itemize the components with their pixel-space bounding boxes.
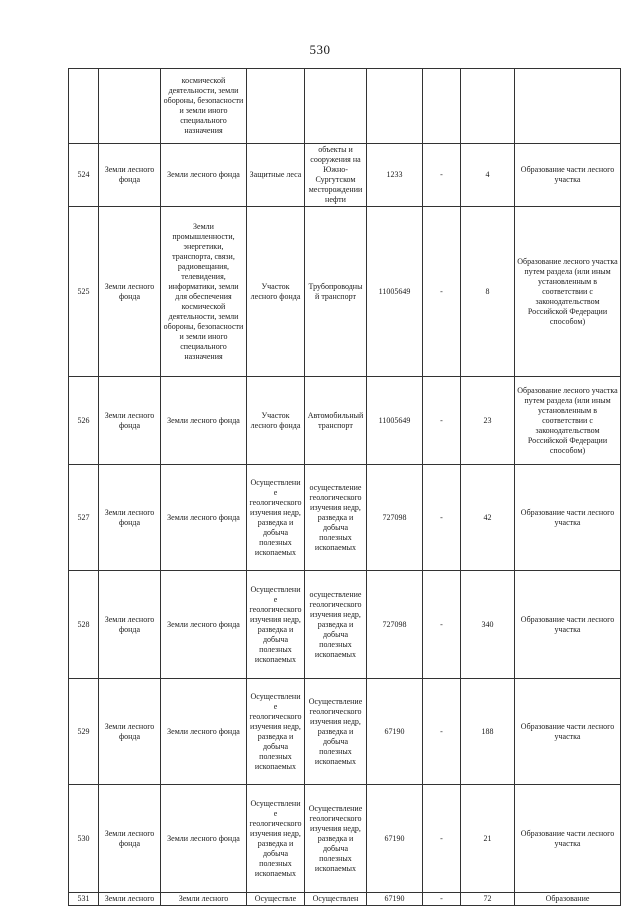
- table-row: [69, 465, 621, 571]
- cell-area: 4: [461, 144, 515, 207]
- cell-designation: Земли лесного: [161, 893, 247, 906]
- table-row: [69, 144, 621, 207]
- cell-purpose: Защитные леса: [247, 144, 305, 207]
- cell-purpose: Осуществление геологического изучения недр, разведка и добыча полезных ископаемых: [247, 785, 305, 893]
- cell-area: 42: [461, 465, 515, 571]
- table-row: [69, 207, 621, 377]
- cell-area: 340: [461, 571, 515, 679]
- table-row: [69, 571, 621, 679]
- cell-designation: Земли лесного фонда: [161, 679, 247, 785]
- table-row: [69, 785, 621, 893]
- cell-note: Образование лесного участка путем раздела (или иным установленным в соответствии с законодательством Российской Федерации способом): [515, 207, 621, 377]
- cell-category: Земли лесного фонда: [99, 679, 161, 785]
- cell-object: Осуществление геологического изучения недр, разведка и добыча полезных ископаемых: [305, 679, 367, 785]
- cell-note: Образование части лесного участка: [515, 571, 621, 679]
- cell-area: 21: [461, 785, 515, 893]
- cell-quarter: 1233: [367, 144, 423, 207]
- cell-quarter: 727098: [367, 571, 423, 679]
- cell-num: 524: [69, 144, 99, 207]
- table-row: [69, 679, 621, 785]
- table-row: [69, 893, 621, 906]
- cell-category: Земли лесного фонда: [99, 144, 161, 207]
- cell-quarter: 11005649: [367, 207, 423, 377]
- cell-purpose: Осуществление геологического изучения недр, разведка и добыча полезных ископаемых: [247, 571, 305, 679]
- table-row: [69, 377, 621, 465]
- cell-dash: [423, 69, 461, 144]
- cell-category: Земли лесного фонда: [99, 377, 161, 465]
- cell-note: [515, 69, 621, 144]
- cell-quarter: 67190: [367, 785, 423, 893]
- cell-dash: -: [423, 207, 461, 377]
- cell-note: Образование части лесного участка: [515, 679, 621, 785]
- cell-note: Образование части лесного участка: [515, 785, 621, 893]
- cell-object: Автомобильный транспорт: [305, 377, 367, 465]
- cell-designation: Земли лесного фонда: [161, 785, 247, 893]
- cell-purpose: Осуществление геологического изучения недр, разведка и добыча полезных ископаемых: [247, 465, 305, 571]
- cell-area: 188: [461, 679, 515, 785]
- cell-note: Образование части лесного участка: [515, 465, 621, 571]
- cell-category: [99, 69, 161, 144]
- cell-note: Образование части лесного участка: [515, 144, 621, 207]
- cell-designation: Земли промышленности, энергетики, транспорта, связи, радиовещания, телевидения, информатики, земли для обеспечения космической деятельности, земли обороны, безопасности и земли иного специального назначения: [161, 207, 247, 377]
- cell-note: Образование лесного участка путем раздела (или иным установленным в соответствии с законодательством Российской Федерации способом): [515, 377, 621, 465]
- cell-dash: -: [423, 785, 461, 893]
- cell-dash: -: [423, 679, 461, 785]
- cell-num: 530: [69, 785, 99, 893]
- cell-num: [69, 69, 99, 144]
- cell-purpose: [247, 69, 305, 144]
- table-row: [69, 69, 621, 144]
- cell-designation: космической деятельности, земли обороны, безопасности и земли иного специального назначения: [161, 69, 247, 144]
- cell-num: 527: [69, 465, 99, 571]
- cell-object: Осуществлен: [305, 893, 367, 906]
- cell-purpose: Участок лесного фонда: [247, 377, 305, 465]
- cell-purpose: Осуществление геологического изучения недр, разведка и добыча полезных ископаемых: [247, 679, 305, 785]
- cell-purpose: Участок лесного фонда: [247, 207, 305, 377]
- cell-category: Земли лесного фонда: [99, 465, 161, 571]
- cell-num: 529: [69, 679, 99, 785]
- cell-designation: Земли лесного фонда: [161, 377, 247, 465]
- cell-designation: Земли лесного фонда: [161, 144, 247, 207]
- cell-dash: -: [423, 571, 461, 679]
- cell-num: 526: [69, 377, 99, 465]
- cell-quarter: 67190: [367, 893, 423, 906]
- cell-num: 528: [69, 571, 99, 679]
- cell-dash: -: [423, 893, 461, 906]
- cell-category: Земли лесного фонда: [99, 207, 161, 377]
- page-number: 530: [309, 42, 331, 57]
- cell-note: Образование: [515, 893, 621, 906]
- cell-dash: -: [423, 144, 461, 207]
- cell-quarter: 67190: [367, 679, 423, 785]
- cell-designation: Земли лесного фонда: [161, 571, 247, 679]
- cell-object: осуществление геологического изучения недр, разведка и добыча полезных ископаемых: [305, 571, 367, 679]
- cell-object: [305, 69, 367, 144]
- cell-object: Осуществление геологического изучения недр, разведка и добыча полезных ископаемых: [305, 785, 367, 893]
- cell-dash: -: [423, 377, 461, 465]
- cell-num: 525: [69, 207, 99, 377]
- cell-object: объекты и сооружения на Южно-Сургутском месторождении нефти: [305, 144, 367, 207]
- cell-object: Трубопроводный транспорт: [305, 207, 367, 377]
- cell-quarter: 727098: [367, 465, 423, 571]
- cell-area: 23: [461, 377, 515, 465]
- land-registry-table: [68, 68, 621, 906]
- cell-designation: Земли лесного фонда: [161, 465, 247, 571]
- cell-category: Земли лесного фонда: [99, 785, 161, 893]
- cell-area: [461, 69, 515, 144]
- cell-object: осуществление геологического изучения недр, разведка и добыча полезных ископаемых: [305, 465, 367, 571]
- cell-category: Земли лесного: [99, 893, 161, 906]
- cell-quarter: [367, 69, 423, 144]
- cell-dash: -: [423, 465, 461, 571]
- cell-category: Земли лесного фонда: [99, 571, 161, 679]
- cell-purpose: Осуществле: [247, 893, 305, 906]
- cell-num: 531: [69, 893, 99, 906]
- cell-area: 8: [461, 207, 515, 377]
- cell-area: 72: [461, 893, 515, 906]
- cell-quarter: 11005649: [367, 377, 423, 465]
